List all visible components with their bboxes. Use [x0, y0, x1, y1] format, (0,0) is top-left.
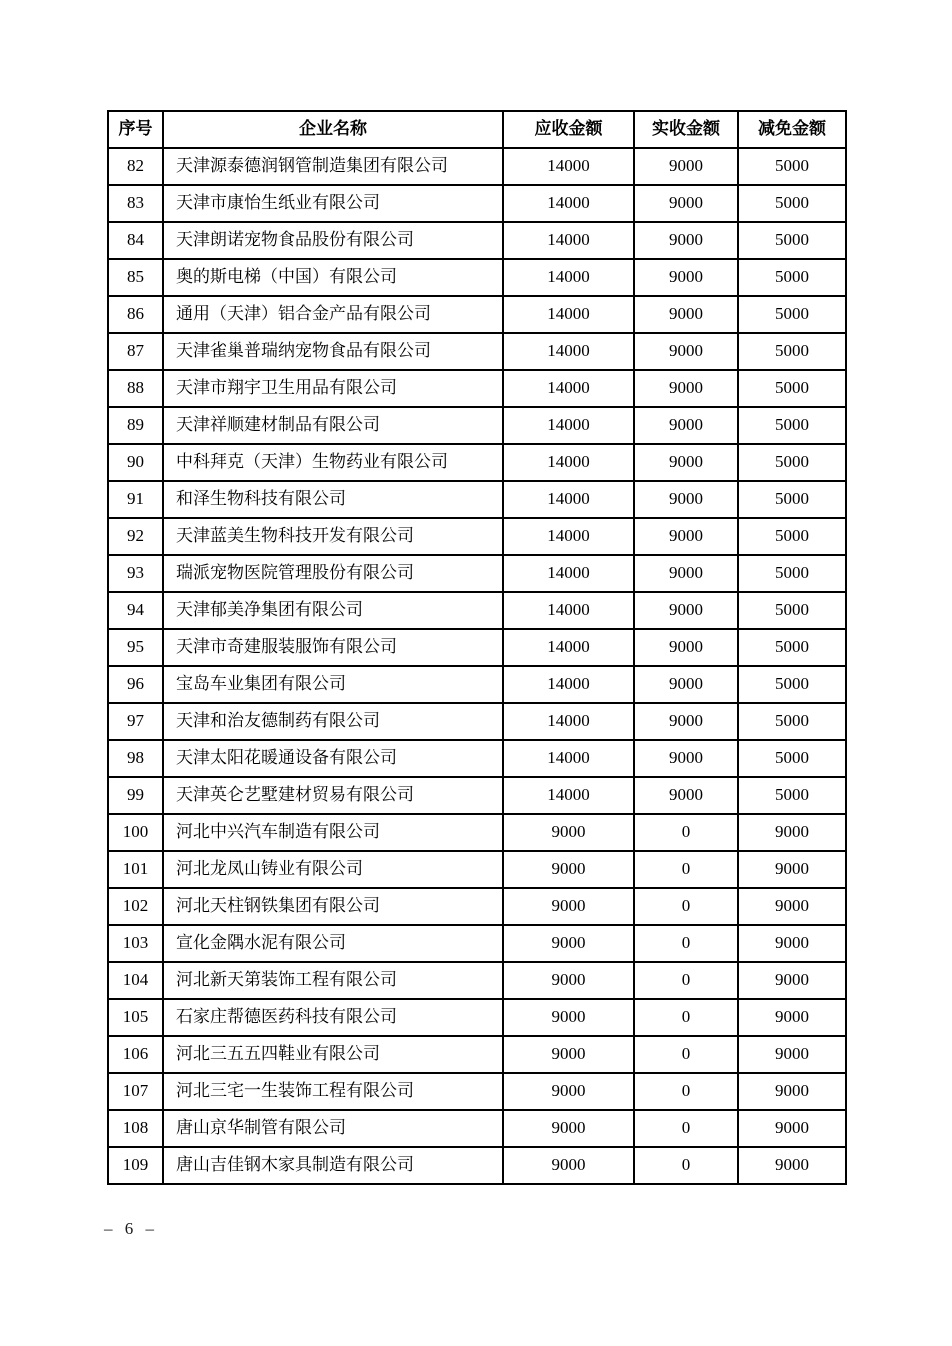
- receivable-amount-cell: 14000: [503, 592, 634, 629]
- reduced-amount-cell: 5000: [738, 296, 846, 333]
- table-row: [108, 1147, 846, 1184]
- reduced-amount-cell: 5000: [738, 333, 846, 370]
- reduced-amount-cell: 9000: [738, 925, 846, 962]
- receivable-amount-cell: 14000: [503, 333, 634, 370]
- company-name-cell: 天津市康怡生纸业有限公司: [163, 185, 503, 222]
- table-row: [108, 148, 846, 185]
- reduced-amount-cell: 5000: [738, 407, 846, 444]
- company-name-cell: 瑞派宠物医院管理股份有限公司: [163, 555, 503, 592]
- table-row: [108, 407, 846, 444]
- serial-number-cell: 85: [108, 259, 163, 296]
- serial-number-cell: 87: [108, 333, 163, 370]
- table-row: [108, 592, 846, 629]
- reduced-amount-cell: 5000: [738, 185, 846, 222]
- receivable-amount-cell: 14000: [503, 518, 634, 555]
- serial-number-cell: 107: [108, 1073, 163, 1110]
- reduced-amount-cell: 5000: [738, 592, 846, 629]
- reduced-amount-cell: 9000: [738, 1073, 846, 1110]
- table-row: [108, 814, 846, 851]
- received-amount-cell: 9000: [634, 222, 738, 259]
- receivable-amount-cell: 9000: [503, 888, 634, 925]
- serial-number-cell: 82: [108, 148, 163, 185]
- reduced-amount-cell: 5000: [738, 518, 846, 555]
- table-row: [108, 962, 846, 999]
- received-amount-cell: 9000: [634, 703, 738, 740]
- reduced-amount-cell: 9000: [738, 962, 846, 999]
- serial-number-cell: 95: [108, 629, 163, 666]
- table-row: [108, 259, 846, 296]
- serial-number-cell: 109: [108, 1147, 163, 1184]
- reduced-amount-cell: 5000: [738, 555, 846, 592]
- table-row: [108, 481, 846, 518]
- company-name-cell: 宣化金隅水泥有限公司: [163, 925, 503, 962]
- reduced-amount-cell: 9000: [738, 814, 846, 851]
- reduced-amount-cell: 5000: [738, 740, 846, 777]
- reduced-amount-cell: 5000: [738, 666, 846, 703]
- table-row: [108, 370, 846, 407]
- serial-number-cell: 84: [108, 222, 163, 259]
- table-row: [108, 1110, 846, 1147]
- serial-number-cell: 91: [108, 481, 163, 518]
- company-name-cell: 天津市奇建服装服饰有限公司: [163, 629, 503, 666]
- serial-number-cell: 99: [108, 777, 163, 814]
- table-row: [108, 999, 846, 1036]
- company-name-cell: 天津英仑艺墅建材贸易有限公司: [163, 777, 503, 814]
- serial-number-cell: 97: [108, 703, 163, 740]
- received-amount-cell: 0: [634, 1110, 738, 1147]
- serial-number-cell: 93: [108, 555, 163, 592]
- receivable-amount-cell: 14000: [503, 370, 634, 407]
- header-receivable-amount: 应收金额: [503, 111, 634, 148]
- received-amount-cell: 0: [634, 888, 738, 925]
- page-number: – 6 –: [104, 1219, 158, 1238]
- serial-number-cell: 100: [108, 814, 163, 851]
- reduced-amount-cell: 9000: [738, 851, 846, 888]
- table-header-row: [108, 111, 846, 148]
- company-name-cell: 天津朗诺宠物食品股份有限公司: [163, 222, 503, 259]
- receivable-amount-cell: 9000: [503, 1036, 634, 1073]
- reduced-amount-cell: 9000: [738, 1036, 846, 1073]
- receivable-amount-cell: 9000: [503, 999, 634, 1036]
- table-row: [108, 629, 846, 666]
- received-amount-cell: 9000: [634, 629, 738, 666]
- reduced-amount-cell: 5000: [738, 629, 846, 666]
- serial-number-cell: 94: [108, 592, 163, 629]
- company-name-cell: 天津蓝美生物科技开发有限公司: [163, 518, 503, 555]
- table-row: [108, 703, 846, 740]
- table-body: [108, 148, 846, 1184]
- header-reduced-amount: 减免金额: [738, 111, 846, 148]
- header-serial-number: 序号: [108, 111, 163, 148]
- company-name-cell: 河北天柱钢铁集团有限公司: [163, 888, 503, 925]
- company-name-cell: 宝岛车业集团有限公司: [163, 666, 503, 703]
- receivable-amount-cell: 9000: [503, 1073, 634, 1110]
- table-row: [108, 222, 846, 259]
- company-name-cell: 唐山吉佳钢木家具制造有限公司: [163, 1147, 503, 1184]
- company-name-cell: 石家庄帮德医药科技有限公司: [163, 999, 503, 1036]
- company-name-cell: 河北三宅一生装饰工程有限公司: [163, 1073, 503, 1110]
- company-name-cell: 河北中兴汽车制造有限公司: [163, 814, 503, 851]
- received-amount-cell: 9000: [634, 555, 738, 592]
- header-company-name: 企业名称: [163, 111, 503, 148]
- received-amount-cell: 9000: [634, 481, 738, 518]
- table-row: [108, 777, 846, 814]
- receivable-amount-cell: 9000: [503, 851, 634, 888]
- company-name-cell: 河北三五五四鞋业有限公司: [163, 1036, 503, 1073]
- table-row: [108, 444, 846, 481]
- company-name-cell: 河北龙凤山铸业有限公司: [163, 851, 503, 888]
- table-row: [108, 555, 846, 592]
- company-name-cell: 天津祥顺建材制品有限公司: [163, 407, 503, 444]
- table-row: [108, 333, 846, 370]
- receivable-amount-cell: 9000: [503, 1110, 634, 1147]
- company-name-cell: 天津郁美净集团有限公司: [163, 592, 503, 629]
- reduced-amount-cell: 9000: [738, 888, 846, 925]
- receivable-amount-cell: 9000: [503, 925, 634, 962]
- received-amount-cell: 0: [634, 962, 738, 999]
- receivable-amount-cell: 14000: [503, 481, 634, 518]
- serial-number-cell: 103: [108, 925, 163, 962]
- receivable-amount-cell: 14000: [503, 296, 634, 333]
- serial-number-cell: 102: [108, 888, 163, 925]
- received-amount-cell: 9000: [634, 185, 738, 222]
- table-row: [108, 518, 846, 555]
- company-name-cell: 天津市翔宇卫生用品有限公司: [163, 370, 503, 407]
- receivable-amount-cell: 14000: [503, 703, 634, 740]
- company-name-cell: 中科拜克（天津）生物药业有限公司: [163, 444, 503, 481]
- table-row: [108, 185, 846, 222]
- receivable-amount-cell: 14000: [503, 666, 634, 703]
- received-amount-cell: 0: [634, 1147, 738, 1184]
- receivable-amount-cell: 14000: [503, 222, 634, 259]
- reduced-amount-cell: 5000: [738, 370, 846, 407]
- table-row: [108, 740, 846, 777]
- reduced-amount-cell: 9000: [738, 999, 846, 1036]
- table-row: [108, 1073, 846, 1110]
- received-amount-cell: 9000: [634, 296, 738, 333]
- serial-number-cell: 106: [108, 1036, 163, 1073]
- table-row: [108, 925, 846, 962]
- serial-number-cell: 101: [108, 851, 163, 888]
- company-name-cell: 奥的斯电梯（中国）有限公司: [163, 259, 503, 296]
- company-name-cell: 和泽生物科技有限公司: [163, 481, 503, 518]
- serial-number-cell: 104: [108, 962, 163, 999]
- receivable-amount-cell: 14000: [503, 259, 634, 296]
- reduced-amount-cell: 5000: [738, 777, 846, 814]
- serial-number-cell: 108: [108, 1110, 163, 1147]
- serial-number-cell: 105: [108, 999, 163, 1036]
- table-row: [108, 296, 846, 333]
- received-amount-cell: 0: [634, 814, 738, 851]
- received-amount-cell: 9000: [634, 333, 738, 370]
- reduced-amount-cell: 5000: [738, 259, 846, 296]
- table-row: [108, 888, 846, 925]
- serial-number-cell: 90: [108, 444, 163, 481]
- table-row: [108, 851, 846, 888]
- receivable-amount-cell: 9000: [503, 1147, 634, 1184]
- receivable-amount-cell: 14000: [503, 407, 634, 444]
- serial-number-cell: 89: [108, 407, 163, 444]
- received-amount-cell: 9000: [634, 666, 738, 703]
- reduced-amount-cell: 9000: [738, 1110, 846, 1147]
- receivable-amount-cell: 9000: [503, 962, 634, 999]
- receivable-amount-cell: 14000: [503, 740, 634, 777]
- received-amount-cell: 0: [634, 999, 738, 1036]
- received-amount-cell: 9000: [634, 740, 738, 777]
- receivable-amount-cell: 9000: [503, 814, 634, 851]
- serial-number-cell: 92: [108, 518, 163, 555]
- company-name-cell: 通用（天津）铝合金产品有限公司: [163, 296, 503, 333]
- company-name-cell: 天津和治友德制药有限公司: [163, 703, 503, 740]
- receivable-amount-cell: 14000: [503, 185, 634, 222]
- serial-number-cell: 83: [108, 185, 163, 222]
- received-amount-cell: 9000: [634, 370, 738, 407]
- reduced-amount-cell: 5000: [738, 148, 846, 185]
- reduced-amount-cell: 5000: [738, 222, 846, 259]
- header-received-amount: 实收金额: [634, 111, 738, 148]
- company-name-cell: 天津雀巢普瑞纳宠物食品有限公司: [163, 333, 503, 370]
- serial-number-cell: 96: [108, 666, 163, 703]
- company-name-cell: 河北新天第装饰工程有限公司: [163, 962, 503, 999]
- received-amount-cell: 0: [634, 851, 738, 888]
- company-name-cell: 天津源泰德润钢管制造集团有限公司: [163, 148, 503, 185]
- table-row: [108, 1036, 846, 1073]
- receivable-amount-cell: 14000: [503, 148, 634, 185]
- company-name-cell: 天津太阳花暖通设备有限公司: [163, 740, 503, 777]
- received-amount-cell: 9000: [634, 777, 738, 814]
- fee-table: [107, 110, 847, 1185]
- serial-number-cell: 88: [108, 370, 163, 407]
- table-row: [108, 666, 846, 703]
- received-amount-cell: 9000: [634, 592, 738, 629]
- reduced-amount-cell: 5000: [738, 481, 846, 518]
- received-amount-cell: 0: [634, 925, 738, 962]
- reduced-amount-cell: 5000: [738, 703, 846, 740]
- receivable-amount-cell: 14000: [503, 629, 634, 666]
- serial-number-cell: 98: [108, 740, 163, 777]
- received-amount-cell: 0: [634, 1036, 738, 1073]
- received-amount-cell: 9000: [634, 407, 738, 444]
- received-amount-cell: 9000: [634, 259, 738, 296]
- receivable-amount-cell: 14000: [503, 444, 634, 481]
- serial-number-cell: 86: [108, 296, 163, 333]
- receivable-amount-cell: 14000: [503, 555, 634, 592]
- received-amount-cell: 9000: [634, 148, 738, 185]
- received-amount-cell: 9000: [634, 518, 738, 555]
- reduced-amount-cell: 5000: [738, 444, 846, 481]
- receivable-amount-cell: 14000: [503, 777, 634, 814]
- received-amount-cell: 9000: [634, 444, 738, 481]
- reduced-amount-cell: 9000: [738, 1147, 846, 1184]
- company-name-cell: 唐山京华制管有限公司: [163, 1110, 503, 1147]
- received-amount-cell: 0: [634, 1073, 738, 1110]
